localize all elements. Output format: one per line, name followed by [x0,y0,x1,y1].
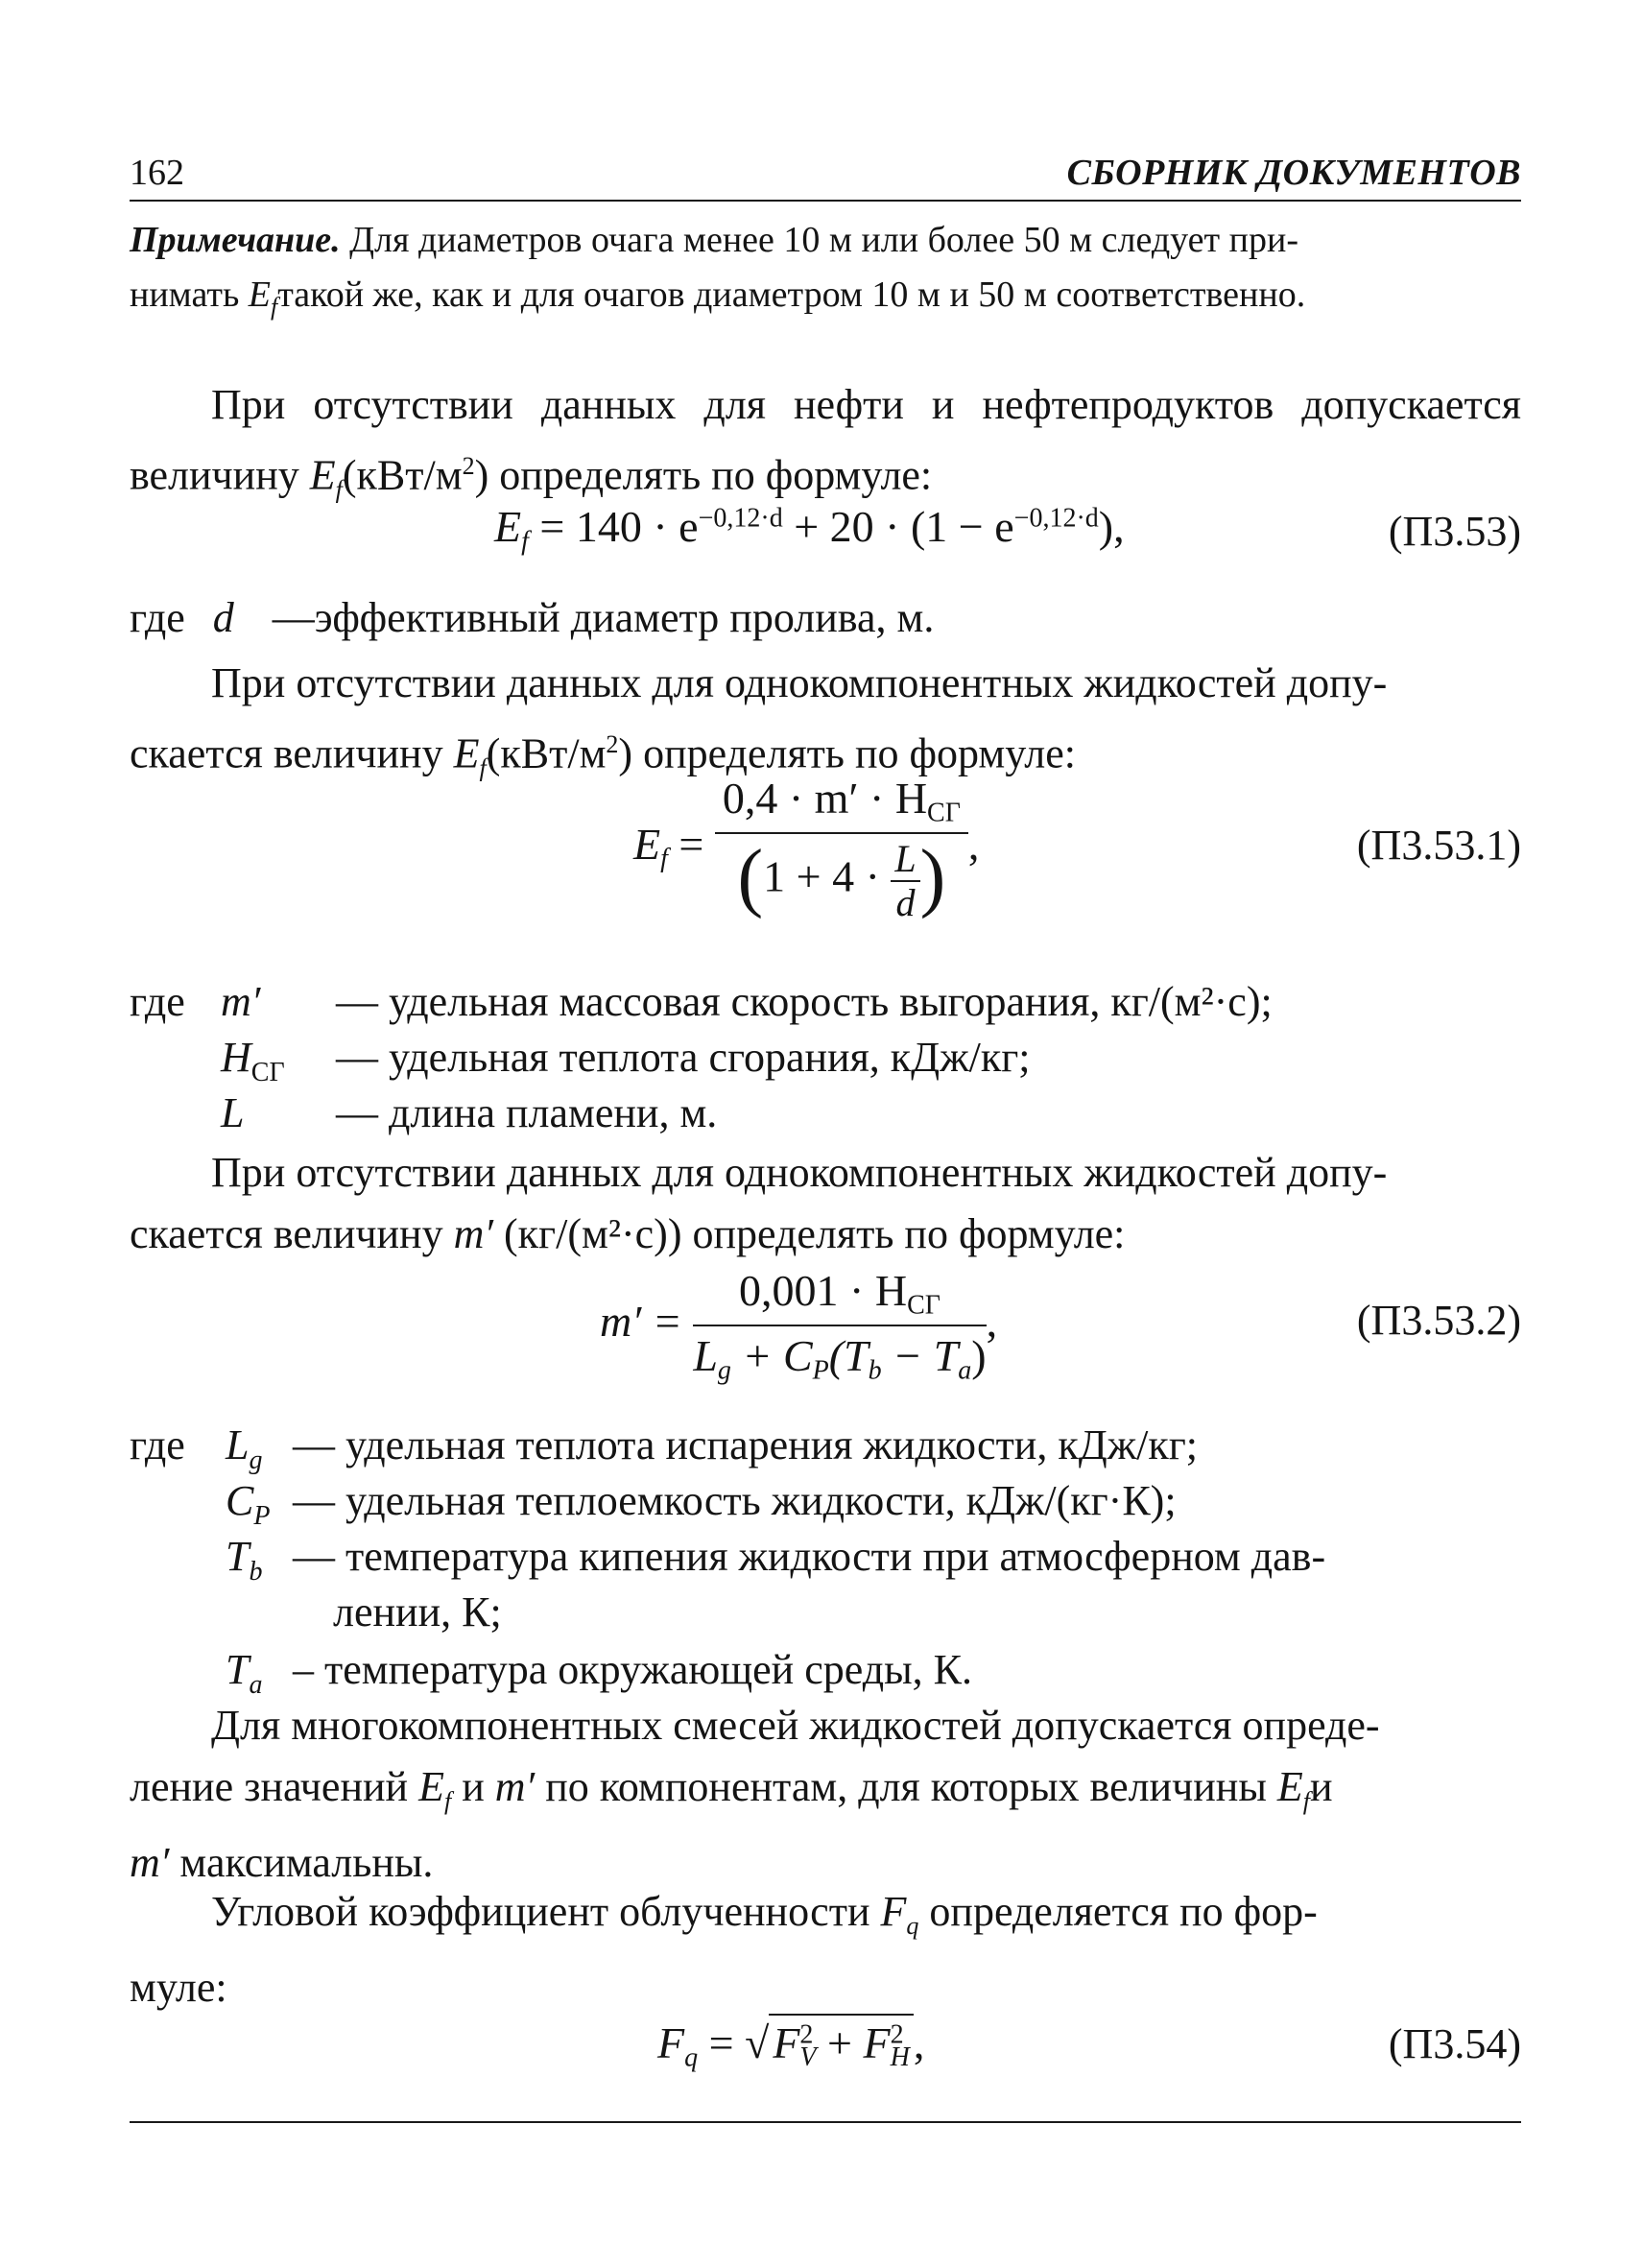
note-block: Примечание. Для диаметров очага менее 10 м или более 50 м следует при- нимать $E_fтакой$ же, как и для очагов диаметром 10 м и 50 м соответственно. [130,220,1306,322]
definitions-2: где $L_g$ — удельная теплота испарения жидкости, кДж/кг; $C_P$ — удельная теплоемкость жидкости, кДж/(кг·К); $T_b$ — температура кипения жидкости при атмосферном дав- лении, К; $T_a$ – температура окружающей среды, К. [130,1421,1326,1700]
equation-number: (П3.53) [1388,508,1521,555]
paragraph-3: При отсутствии данных для однокомпонентных жидкостей допу- скается величину m′ (кг/(м²·с)) определять по формуле: [130,1149,1388,1257]
definition-symbol: $L_g$ [226,1421,263,1475]
definition-symbol: $C_P$ [226,1477,271,1531]
definition-text: — удельная теплоемкость жидкости, кДж/(кг·К); [293,1477,1177,1524]
definition-text: – температура окружающей среды, К. [293,1646,972,1693]
equation-number: (П3.53.1) [1356,822,1521,869]
page-number: 162 [130,153,184,193]
formula: $F_q = √F^2_V + F^2_H$, [657,2014,924,2073]
paragraph-5: Угловой коэффициент облученности $F_q$ определяется по фор- муле: [130,1888,1318,2012]
formula: $E_f$ = $0,4 \cdot m' \cdot H_{СГ}$ (1 + 4 · $\frac{L}{d}$) , [633,774,980,925]
note-line1: Для диаметров очага менее 10 м или более 50 м следует при- [340,220,1298,260]
definition-item: где [130,978,185,1025]
equation-number: (П3.53.2) [1356,1297,1521,1344]
definition-text: — температура кипения жидкости при атмосферном дав- [293,1533,1326,1580]
paragraph-1: При отсутствии данных для нефти и нефтепродуктов допускается величину $E_f(кВт/м^2)$ определять по формуле: [130,381,1521,504]
note-label: Примечание. [130,220,341,260]
definition-text: — удельная массовая скорость выгорания, кг/(м²·с); [336,978,1273,1025]
definition-symbol: $T_b$ [226,1533,263,1587]
definition-symbol: m′ [221,978,261,1025]
definition-symbol: L [221,1089,245,1136]
definition-symbol: $T_a$ [226,1646,263,1700]
note-line2b: такой же, как и для очагов диаметром 10 м и 50 м соответственно. [277,275,1306,315]
equation-number: (П3.54) [1388,2020,1521,2067]
paragraph-4: Для многокомпонентных смесей жидкостей допускается опреде- ление значений $E_f$ и m′ по компонентам, для которых величины $E_fи$ m′ максимальны. [130,1702,1380,1887]
running-title: СБОРНИК ДОКУМЕНТОВ [1066,153,1521,193]
equation-p3-53 [130,501,1521,568]
equation-p3-53-2 [130,1265,1521,1390]
equation-p3-54 [130,2014,1521,2090]
definition-text: — удельная теплота сгорания, кДж/кг; [336,1034,1031,1081]
definitions-1 [130,977,1521,1150]
note-line2a: нимать [130,275,249,315]
definition-text: лении, К; [333,1588,502,1635]
definition-text: — удельная теплота испарения жидкости, кДж/кг; [293,1421,1199,1468]
definition-text: — длина пламени, м. [336,1089,718,1136]
formula: m′ = $\frac{0,001 \cdot H_{СГ}}{L_g + C_P(T_b - T_a)}$ , [600,1266,998,1386]
equation-p3-53-1 [130,773,1521,950]
definition-symbol: $H_{СГ}$ [221,1034,285,1087]
page-header [130,142,1521,202]
formula: $E_f = 140 \cdot e^{-0,12\cdot d} + 20 \cdot (1 - e^{-0,12\cdot d})$, [494,502,1125,557]
symbol-E: E [248,275,271,315]
bottom-rule [130,2121,1521,2123]
definition-d: где d —эффективный диаметр пролива, м. [130,594,935,641]
paragraph-2: При отсутствии данных для однокомпонентных жидкостей допу- скается величину $E_f(кВт/м^2)$ определять по формуле: [130,659,1388,782]
